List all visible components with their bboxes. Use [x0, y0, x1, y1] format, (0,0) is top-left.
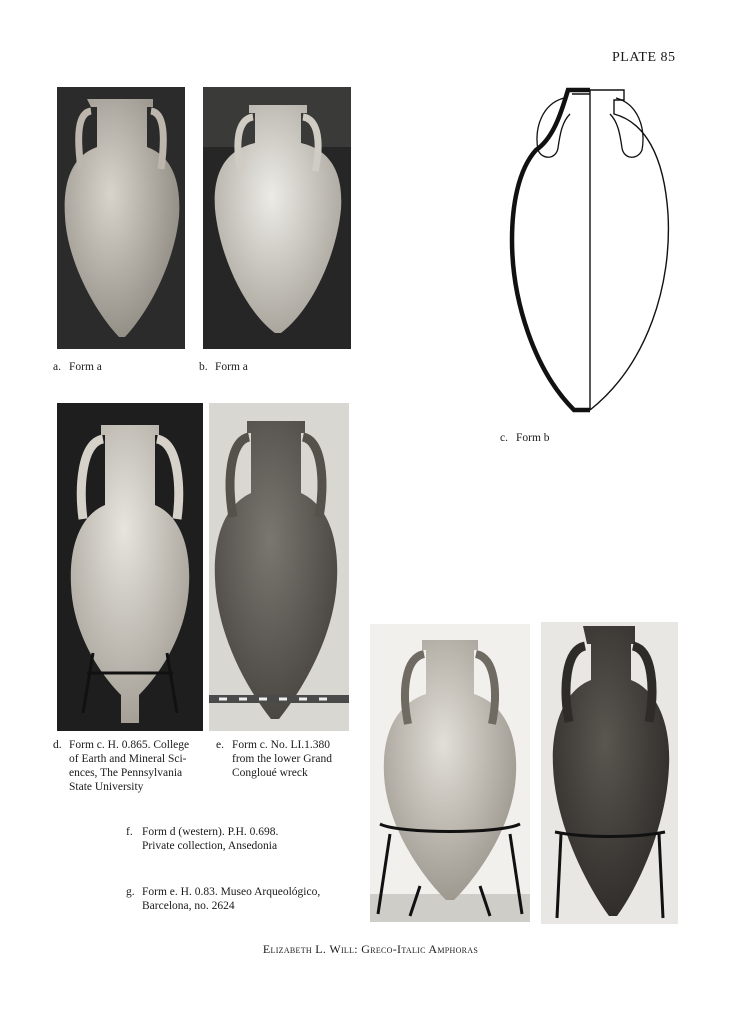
photo-a-amphora — [57, 87, 185, 349]
caption-g-line: Barcelona, no. 2624 — [142, 900, 235, 912]
caption-g — [126, 885, 366, 915]
caption-f — [126, 825, 356, 855]
photo-b-amphora — [203, 87, 351, 349]
caption-b-text: Form a — [215, 361, 248, 373]
caption-b-letter: b. — [199, 361, 208, 373]
plate-title: PLATE 85 — [612, 50, 676, 65]
caption-e-line: Form c. No. LI.1.380 — [232, 739, 331, 751]
caption-e-line: Congloué wreck — [232, 767, 308, 779]
caption-d-letter: d. — [53, 739, 62, 751]
plate-footer — [0, 942, 741, 957]
photo-f-amphora — [370, 624, 530, 922]
caption-d-line: Form c. H. 0.865. College — [69, 739, 190, 751]
caption-a-letter: a. — [53, 361, 61, 373]
caption-d-line: ences, The Pennsylvania — [69, 767, 183, 779]
photo-e-amphora — [209, 403, 349, 731]
footer-title: Greco-Italic Amphoras — [361, 942, 479, 956]
caption-c-text: Form b — [516, 432, 550, 444]
caption-e — [216, 738, 376, 786]
caption-d-line: of Earth and Mineral Sci- — [69, 753, 187, 765]
caption-g-line: Form e. H. 0.83. Museo Arqueológico, — [142, 886, 321, 898]
photo-g-amphora — [541, 622, 678, 924]
drawing-c-amphora-profile — [506, 84, 674, 416]
caption-d — [53, 738, 213, 798]
caption-g-letter: g. — [126, 886, 135, 898]
caption-f-line: Private collection, Ansedonia — [142, 840, 278, 852]
caption-f-letter: f. — [126, 826, 133, 838]
footer-author: Elizabeth L. Will — [262, 942, 355, 956]
photo-d-amphora — [57, 403, 203, 731]
caption-e-letter: e. — [216, 739, 224, 751]
caption-e-line: from the lower Grand — [232, 753, 332, 765]
caption-a-text: Form a — [69, 361, 102, 373]
caption-d-line: State University — [69, 781, 144, 793]
footer-separator: : — [354, 942, 362, 956]
caption-f-line: Form d (western). P.H. 0.698. — [142, 826, 279, 838]
caption-c-letter: c. — [500, 432, 508, 444]
